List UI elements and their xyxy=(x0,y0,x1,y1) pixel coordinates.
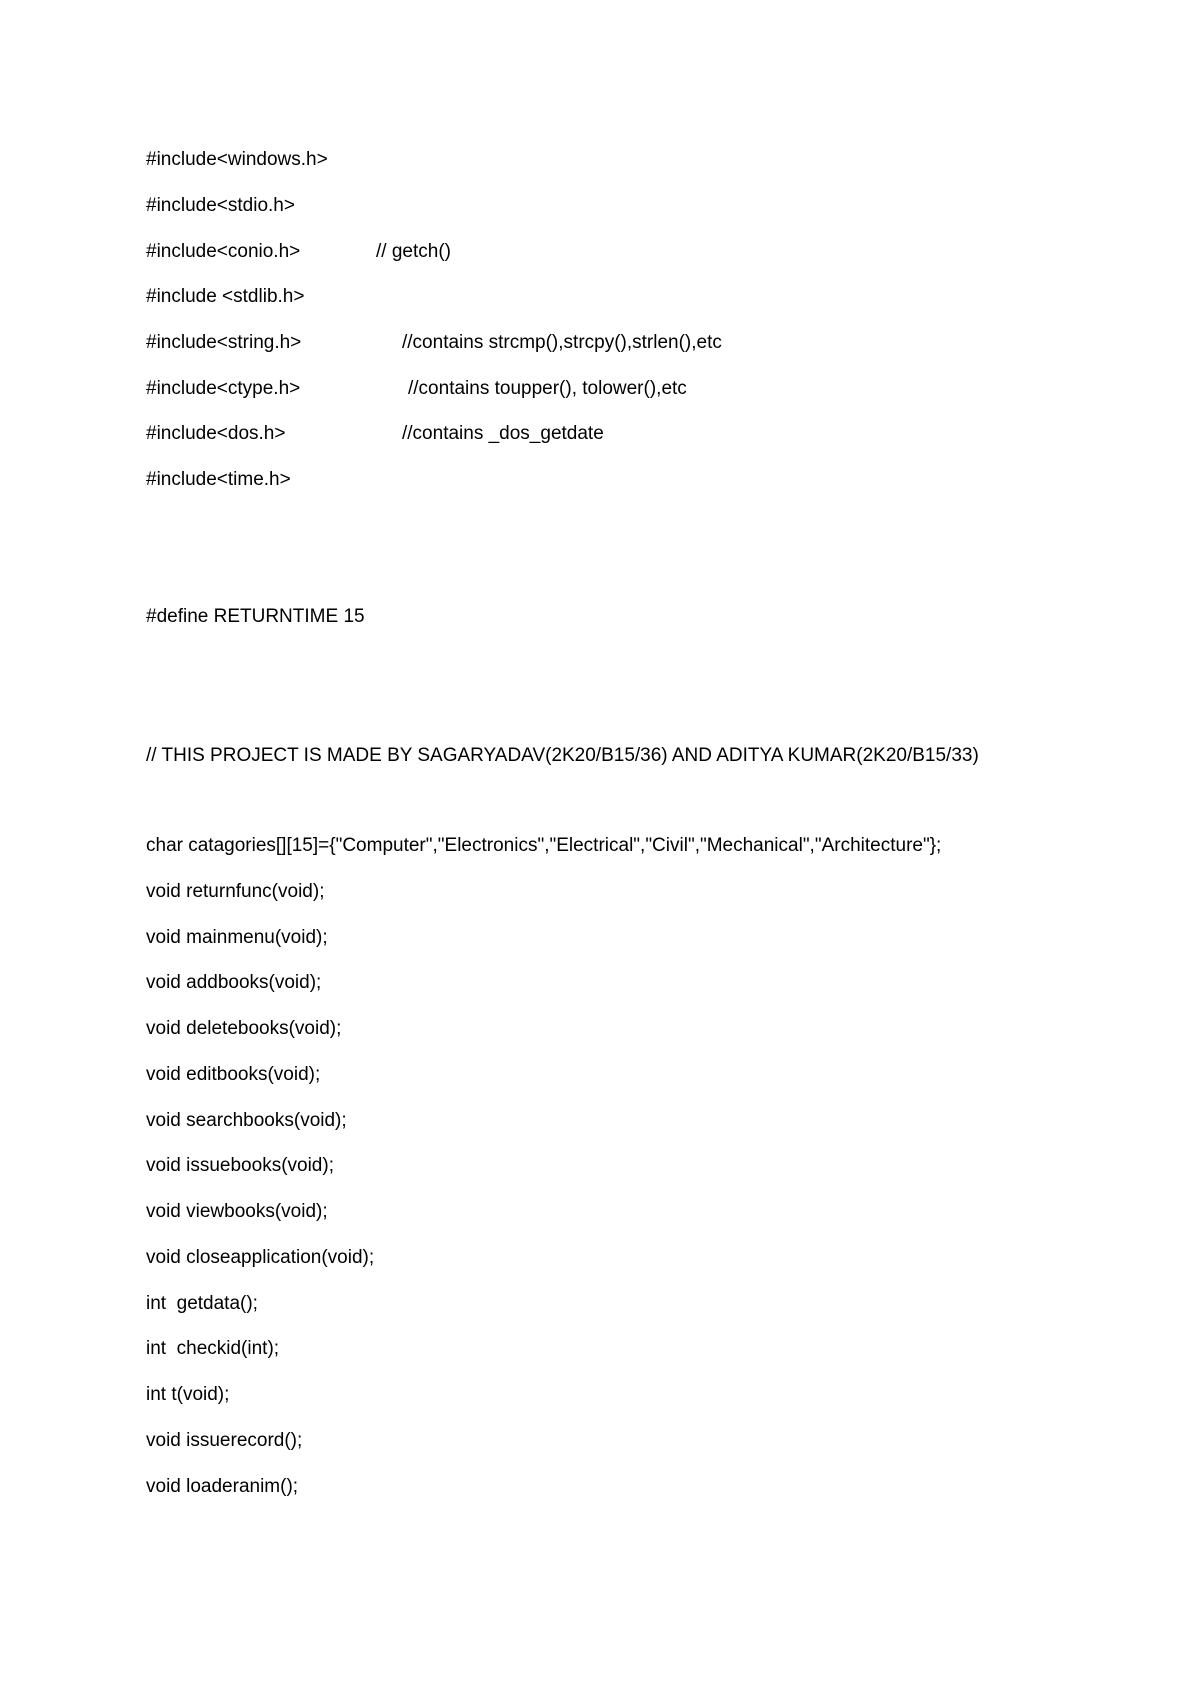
include-line-dos: #include<dos.h> xyxy=(146,423,286,444)
include-line-stdio: #include<stdio.h> xyxy=(146,195,295,216)
declaration-line: void viewbooks(void); xyxy=(146,1201,328,1222)
define-line: #define RETURNTIME 15 xyxy=(146,606,365,627)
declaration-line: void addbooks(void); xyxy=(146,972,322,993)
include-line-stdlib: #include <stdlib.h> xyxy=(146,286,305,307)
declaration-line: int t(void); xyxy=(146,1384,230,1405)
declaration-line: void issuerecord(); xyxy=(146,1430,303,1451)
include-line-windows: #include<windows.h> xyxy=(146,149,328,170)
include-comment-conio: // getch() xyxy=(376,241,451,262)
declaration-line: void searchbooks(void); xyxy=(146,1110,347,1131)
include-line-ctype: #include<ctype.h> xyxy=(146,378,301,399)
credit-comment: // THIS PROJECT IS MADE BY SAGARYADAV(2K20/B15/36) AND ADITYA KUMAR(2K20/B15/33) xyxy=(146,745,979,766)
declaration-line: int checkid(int); xyxy=(146,1338,280,1359)
declaration-line: void closeapplication(void); xyxy=(146,1247,375,1268)
declaration-line: int getdata(); xyxy=(146,1293,258,1314)
declaration-line: void issuebooks(void); xyxy=(146,1155,334,1176)
include-line-conio: #include<conio.h> xyxy=(146,241,301,262)
include-line-string: #include<string.h> xyxy=(146,332,302,353)
include-line-time: #include<time.h> xyxy=(146,469,291,490)
declaration-line: void returnfunc(void); xyxy=(146,881,325,902)
declaration-line: char catagories[][15]={"Computer","Electronics","Electrical","Civil","Mechanical","Architecture"}; xyxy=(146,835,942,856)
include-comment-string: //contains strcmp(),strcpy(),strlen(),etc xyxy=(402,332,722,353)
declaration-line: void deletebooks(void); xyxy=(146,1018,342,1039)
declaration-line: void editbooks(void); xyxy=(146,1064,321,1085)
include-comment-ctype: //contains toupper(), tolower(),etc xyxy=(408,378,687,399)
include-comment-dos: //contains _dos_getdate xyxy=(402,423,604,444)
declaration-line: void loaderanim(); xyxy=(146,1476,299,1497)
declaration-line: void mainmenu(void); xyxy=(146,927,328,948)
